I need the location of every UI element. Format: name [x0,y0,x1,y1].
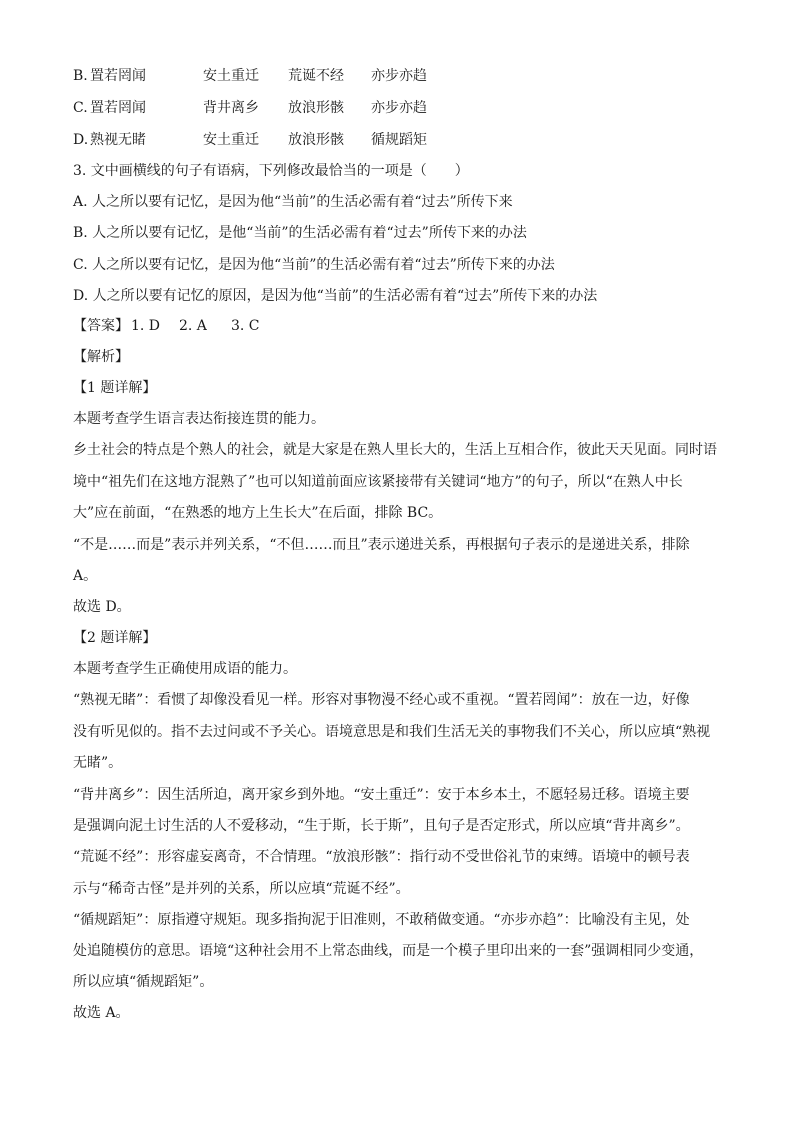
question-3-option-c: C. 人之所以要有记忆，是因为他“当前”的生活必需有着“过去”所传下来的办法 [73,257,555,273]
answer-2: 2. A [179,318,207,334]
paragraph-line: “熟视无睹”：看惯了却像没看见一样。形容对事物漫不经心或不重视。“置若罔闻”：放在一边，好像 [73,692,690,708]
option-word-4: 循规蹈矩 [371,132,427,148]
option-letter: C. [73,100,88,116]
analysis-label: 【解析】 [73,349,129,365]
option-letter: B. [73,68,88,84]
option-word-1: 熟视无睹 [90,132,146,148]
answer-1: 1. D [131,318,161,334]
paragraph-line: 无睹”。 [73,755,123,771]
question-3-option-a: A. 人之所以要有记忆，是因为他“当前”的生活必需有着“过去”所传下来 [73,194,513,210]
option-word-3: 放浪形骸 [288,100,344,116]
option-word-2: 安土重迁 [203,132,259,148]
paragraph-line: “背井离乡”：因生活所迫，离开家乡到外地。“安土重迁”：安于本乡本土，不愿轻易迁移。语境主要 [73,787,690,803]
detail-2-header: 【2 题详解】 [73,630,157,646]
option-word-1: 置若罔闻 [90,68,146,84]
option-word-3: 荒诞不经 [288,68,344,84]
option-word-2: 安土重迁 [203,68,259,84]
paragraph-line: 处追随模仿的意思。语境“这种社会用不上常态曲线，而是一个模子里印出来的一套”强调相同少变通， [73,943,704,959]
question-3-option-d: D. 人之所以要有记忆的原因，是因为他“当前”的生活必需有着“过去”所传下来的办法 [73,288,598,304]
paragraph-line: 大”应在前面，“在熟悉的地方上生长大”在后面，排除 BC。 [73,505,443,521]
paragraph-line: 本题考查学生语言表达衔接连贯的能力。 [73,411,325,427]
paragraph-line: “循规蹈矩”：原指遵守规矩。现多指拘泥于旧准则，不敢稍做变通。“亦步亦趋”：比喻没有主见，处 [73,912,690,928]
option-word-2: 背井离乡 [203,100,259,116]
option-word-3: 放浪形骸 [288,132,344,148]
paragraph-line: “荒诞不经”：形容虚妄离奇，不合情理。“放浪形骸”：指行动不受世俗礼节的束缚。语境中的顿号表 [73,849,690,865]
option-word-4: 亦步亦趋 [371,68,427,84]
paragraph-line: “不是……而是”表示并列关系，“不但……而且”表示递进关系，再根据句子表示的是递进关系，排除 [73,537,690,553]
detail-1-header: 【1 题详解】 [73,380,157,396]
answer-3: 3. C [231,318,260,334]
paragraph-line: 所以应填“循规蹈矩”。 [73,974,214,990]
option-letter: D. [73,132,89,148]
question-3-stem: 3. 文中画横线的句子有语病，下列修改最恰当的一项是（ ） [73,163,469,179]
option-word-4: 亦步亦趋 [371,100,427,116]
paragraph-line: 故选 D。 [73,599,131,615]
paragraph-line: 故选 A。 [73,1005,130,1021]
paragraph-line: A。 [73,568,98,584]
question-3-option-b: B. 人之所以要有记忆，是他“当前”的生活必需有着“过去”所传下来的办法 [73,225,527,241]
paragraph-line: 是强调向泥土讨生活的人不爱移动，“生于斯，长于斯”，且句子是否定形式，所以应填“背井离乡”。 [73,818,690,834]
paragraph-line: 乡土社会的特点是个熟人的社会，就是大家是在熟人里长大的，生活上互相合作，彼此天天见面。同时语 [73,442,717,458]
answer-label: 【答案】 [73,318,129,334]
paragraph-line: 本题考查学生正确使用成语的能力。 [73,661,297,677]
paragraph-line: 境中“祖先们在这地方混熟了”也可以知道前面应该紧接带有关键词“地方”的句子，所以“在熟人中长 [73,474,683,490]
paragraph-line: 示与“稀奇古怪”是并列的关系，所以应填“荒诞不经”。 [73,881,410,897]
paragraph-line: 没有听见似的。指不去过问或不予关心。语境意思是和我们生活无关的事物我们不关心，所以应填“熟视 [73,724,711,740]
answer-line [73,316,473,336]
option-word-1: 置若罔闻 [90,100,146,116]
